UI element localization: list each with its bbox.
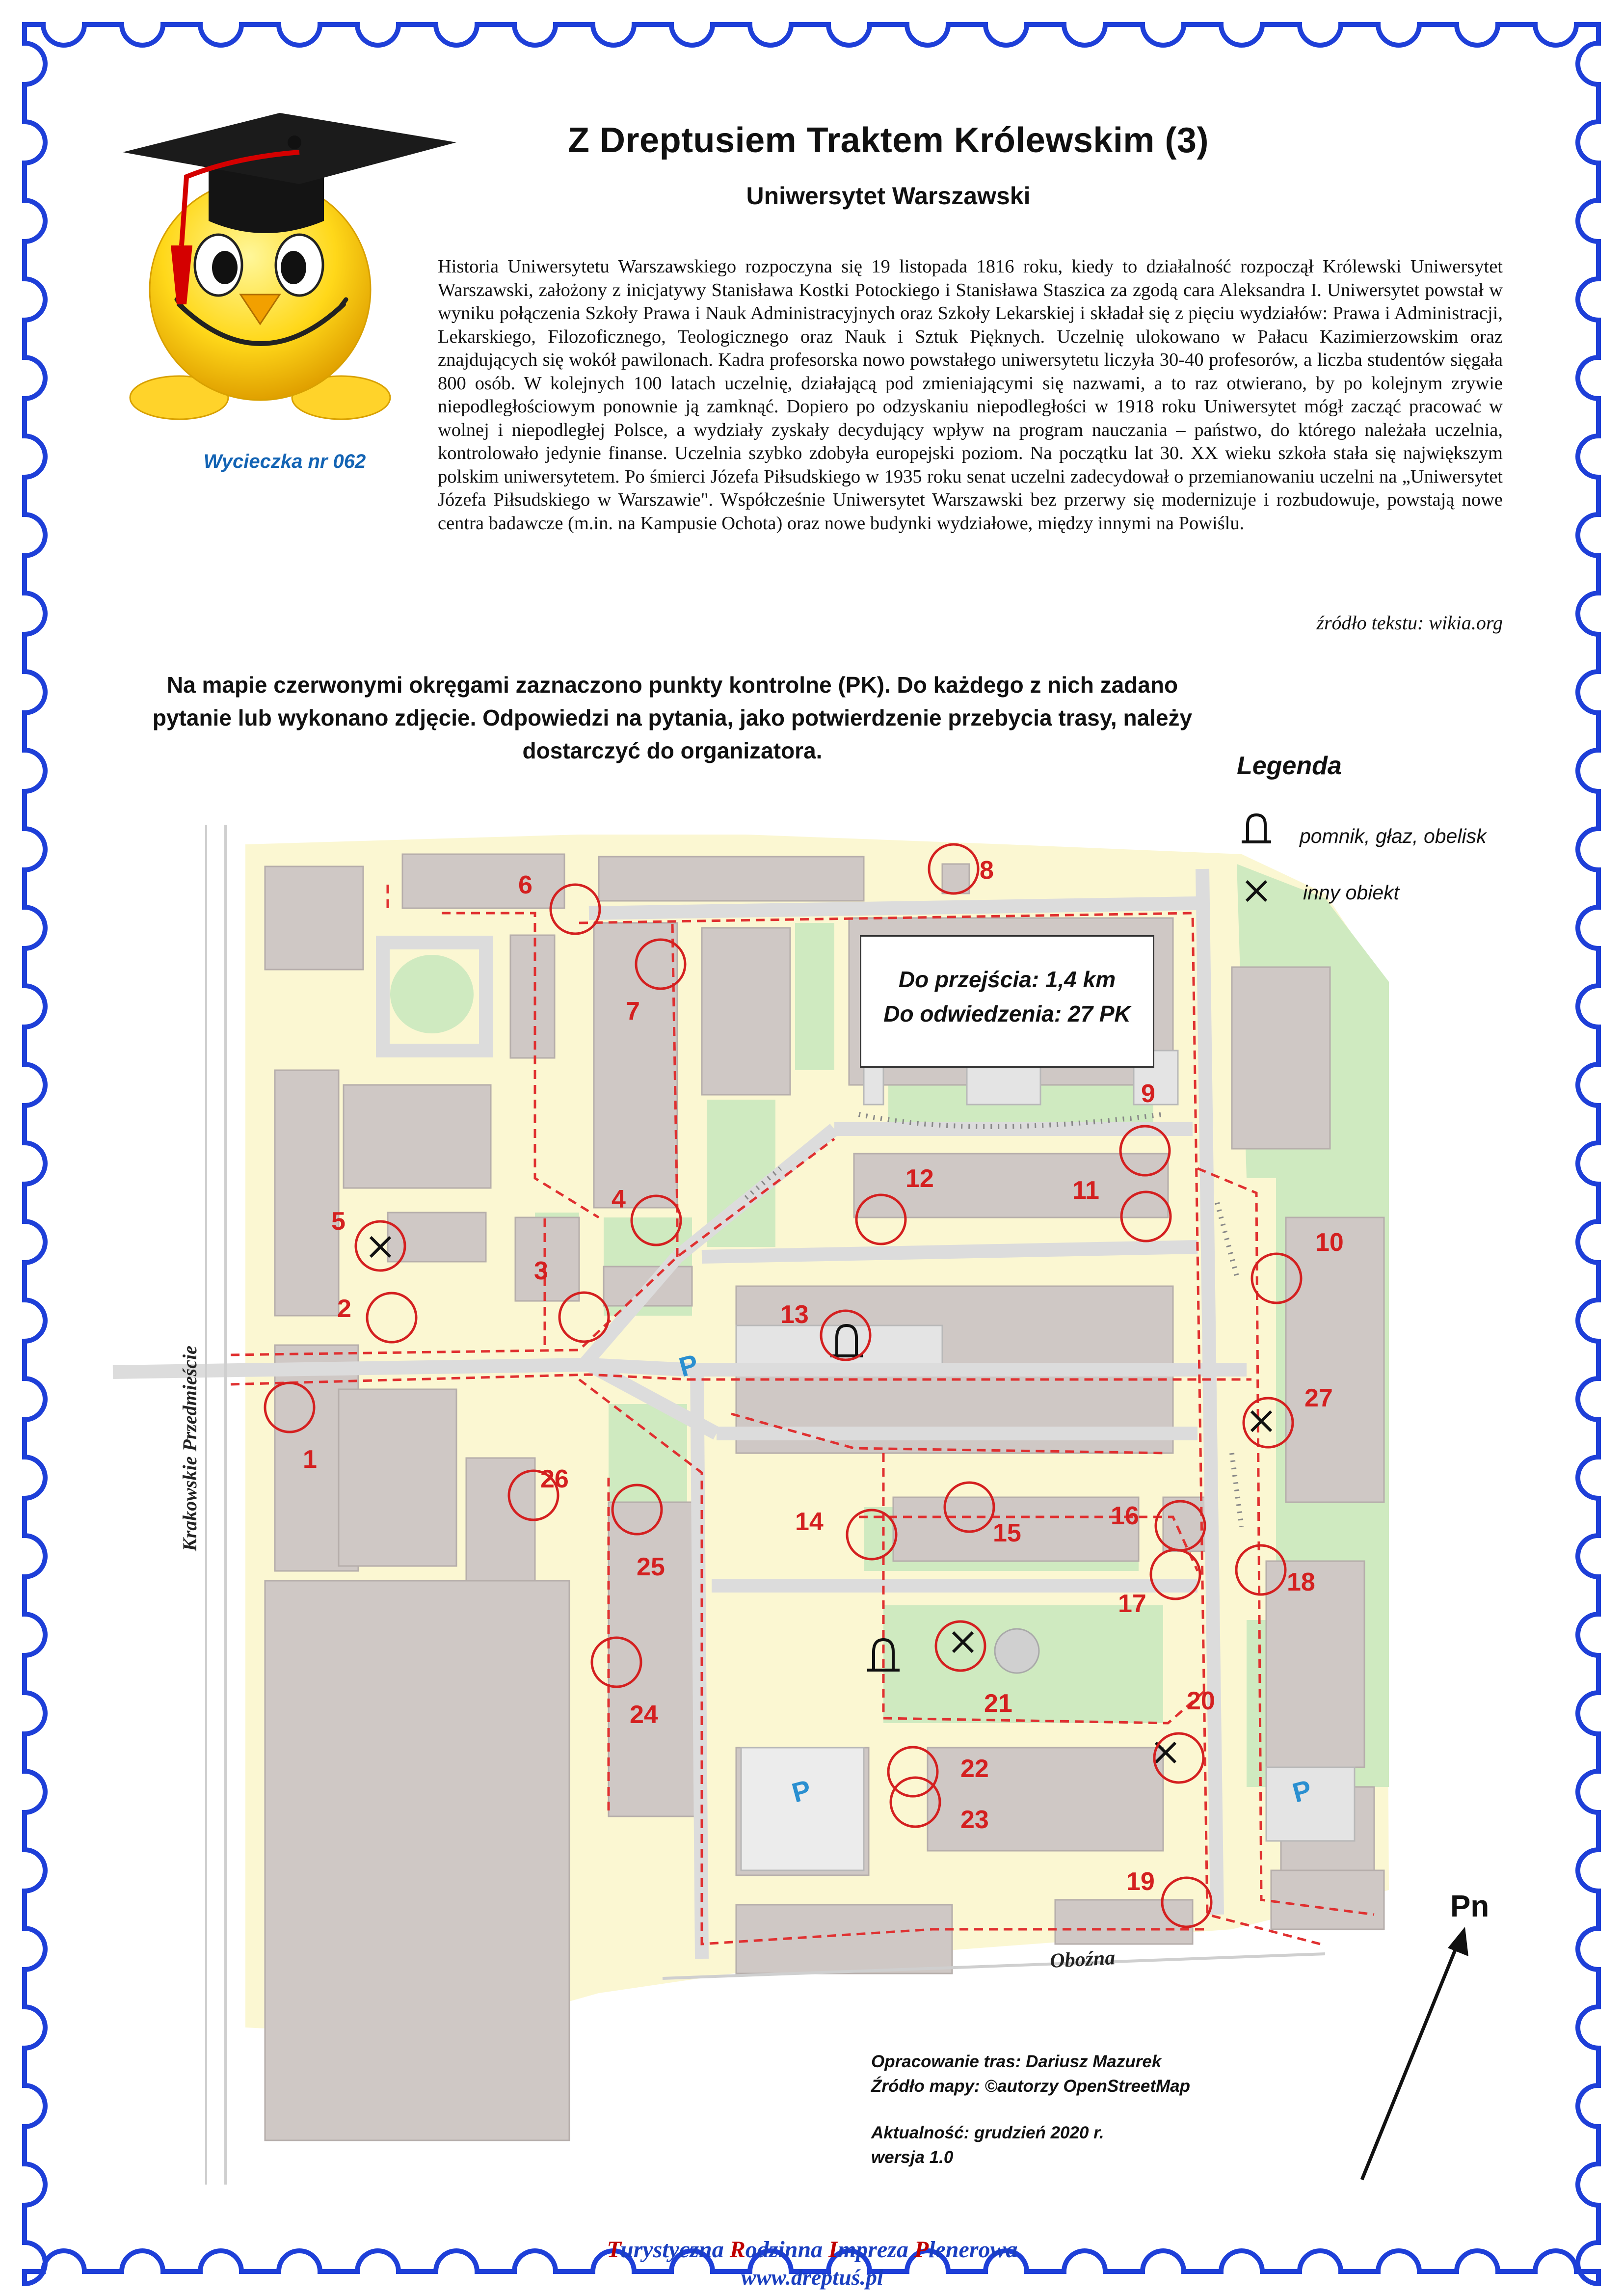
route-distance: Do przejścia: 1,4 km bbox=[898, 967, 1116, 992]
checkpoint-label-10: 10 bbox=[1315, 1228, 1344, 1257]
parking-label: P bbox=[675, 1348, 702, 1383]
credits-version bbox=[871, 2121, 1104, 2170]
page-title: Z Dreptusiem Traktem Królewskim (3) bbox=[568, 121, 1209, 160]
credits-updated: Aktualność: grudzień 2020 r. bbox=[871, 2123, 1104, 2142]
parking-label: P bbox=[788, 1774, 815, 1809]
checkpoint-label-26: 26 bbox=[540, 1465, 569, 1493]
checkpoint-label-23: 23 bbox=[960, 1806, 989, 1834]
checkpoint-label-20: 20 bbox=[1187, 1687, 1215, 1715]
checkpoint-label-25: 25 bbox=[637, 1553, 665, 1581]
instructions: Na mapie czerwonymi okręgami zaznaczono punkty kontrolne (PK). Do każdego z nich zadano pytanie lub wykonano zdjęcie. Odpowiedzi na pytania, jako potwierdzenie przebycia trasy, należy dostarczyć do organizatora. bbox=[152, 672, 1193, 763]
trip-number: Wycieczka nr 062 bbox=[203, 451, 366, 472]
checkpoint-label-2: 2 bbox=[337, 1295, 351, 1323]
checkpoint-label-21: 21 bbox=[984, 1689, 1012, 1718]
checkpoint-label-7: 7 bbox=[626, 997, 640, 1026]
checkpoint-label-12: 12 bbox=[905, 1164, 934, 1193]
checkpoint-label-15: 15 bbox=[993, 1519, 1021, 1547]
cross-icon bbox=[1242, 876, 1271, 906]
intro-paragraph: Historia Uniwersytetu Warszawskiego rozpoczyna się 19 listopada 1816 roku, kiedy to działalność rozpoczął Królewski Uniwersytet Warszawski, założony z inicjatywy Stanisława Kostki Potockiego i Stanisława Staszica za zgodą cara Aleksandra I. Uniwersytet powstał w wyniku połączenia Szkoły Prawa i Nauk Administracyjnych oraz Szkoły Lekarskiej i składał się z pięciu wydziałów: Prawa i Administracji, Lekarskiego, Filozoficznego, Teologicznego oraz Nauk i Sztuk Pięknych. Uczelnię ulokowano w Pałacu Kazimierzowskim oraz znajdujących się wokół pawilonach. Kadra profesorska nowo powstałego uniwersytetu liczyła 30-40 profesorów, a liczba studentów sięgała 800 osób. W kolejnych 100 latach uczelnię, działającą pod zmieniającymi się nazwami, a to raz otwierano, by po kolejnym zrywie niepodległościowym ponownie ją zamknąć. Dopiero po odzyskaniu niepodległości w 1918 roku Uniwersytet mógł zacząć pracować w wolnej i niepodległej Polsce, a wydziały zyskały decydujący wpływ na program nauczania – państwo, do którego należała uczelnia, kontrolowało jedynie finanse. Uczelnia szybko zdobyła europejski poziom. Na początku lat 30. XX wieku szkoła stała się największym polskim uniwersytetem. Po śmierci Józefa Piłsudskiego w 1935 roku senat uczelni zadecydował o przemianowaniu uczelni na „Uniwersytet Józefa Piłsudskiego w Warszawie". Współcześnie Uniwersytet Warszawski bez przerwy się modernizuje i rozbudowuje, powstają nowe centra badawcze (m.in. na Kampusie Ochota) oraz nowe budynki wydziałowe, między innymi na Powiślu. bbox=[438, 256, 1503, 534]
route-points: Do odwiedzenia: 27 PK bbox=[883, 1001, 1131, 1026]
credits bbox=[871, 2050, 1190, 2099]
checkpoint-label-13: 13 bbox=[780, 1300, 809, 1329]
checkpoint-label-5: 5 bbox=[331, 1207, 346, 1236]
checkpoint-label-6: 6 bbox=[518, 871, 532, 899]
north-label: Pn bbox=[1450, 1890, 1490, 1923]
monument-icon bbox=[1239, 812, 1274, 847]
checkpoint-label-17: 17 bbox=[1118, 1590, 1146, 1618]
legend-label-monument: pomnik, głaz, obelisk bbox=[1300, 825, 1487, 847]
checkpoint-label-9: 9 bbox=[1141, 1080, 1155, 1108]
checkpoint-label-3: 3 bbox=[534, 1257, 548, 1285]
page-subtitle: Uniwersytet Warszawski bbox=[746, 182, 1031, 210]
checkpoint-label-27: 27 bbox=[1304, 1384, 1333, 1412]
checkpoint-label-24: 24 bbox=[630, 1701, 658, 1729]
credits-map-source: Źródło mapy: ©autorzy OpenStreetMap bbox=[871, 2077, 1191, 2096]
legend-title: Legenda bbox=[1237, 752, 1342, 780]
street-label-krakowskie: Krakowskie Przedmieście bbox=[179, 1346, 201, 1551]
footer-organizer: Turystyczna Rodzinna Impreza Plenerowa bbox=[607, 2237, 1018, 2263]
checkpoint-label-4: 4 bbox=[612, 1185, 626, 1214]
checkpoint-label-8: 8 bbox=[980, 856, 994, 885]
route-info-box bbox=[860, 935, 1154, 1068]
legend-label-other: inny obiekt bbox=[1303, 881, 1400, 904]
checkpoint-label-14: 14 bbox=[795, 1508, 824, 1536]
checkpoint-label-22: 22 bbox=[960, 1755, 989, 1783]
street-label-obozna: Oboźna bbox=[1049, 1946, 1116, 1972]
text-source: źródło tekstu: wikia.org bbox=[1316, 612, 1503, 634]
credits-version-number: wersja 1.0 bbox=[871, 2148, 954, 2167]
checkpoint-label-1: 1 bbox=[303, 1445, 317, 1474]
checkpoint-label-18: 18 bbox=[1287, 1568, 1315, 1596]
fountain bbox=[995, 1629, 1039, 1673]
parking-label: P bbox=[1289, 1774, 1315, 1809]
checkpoint-label-19: 19 bbox=[1126, 1867, 1155, 1896]
north-arrow bbox=[1362, 1927, 1468, 2180]
intro-text-block bbox=[129, 255, 1503, 535]
footer-url: www.dreptuś.pl bbox=[741, 2265, 883, 2290]
checkpoint-label-11: 11 bbox=[1072, 1176, 1099, 1205]
credits-routes: Opracowanie tras: Dariusz Mazurek bbox=[871, 2052, 1162, 2071]
checkpoint-label-16: 16 bbox=[1111, 1502, 1139, 1530]
